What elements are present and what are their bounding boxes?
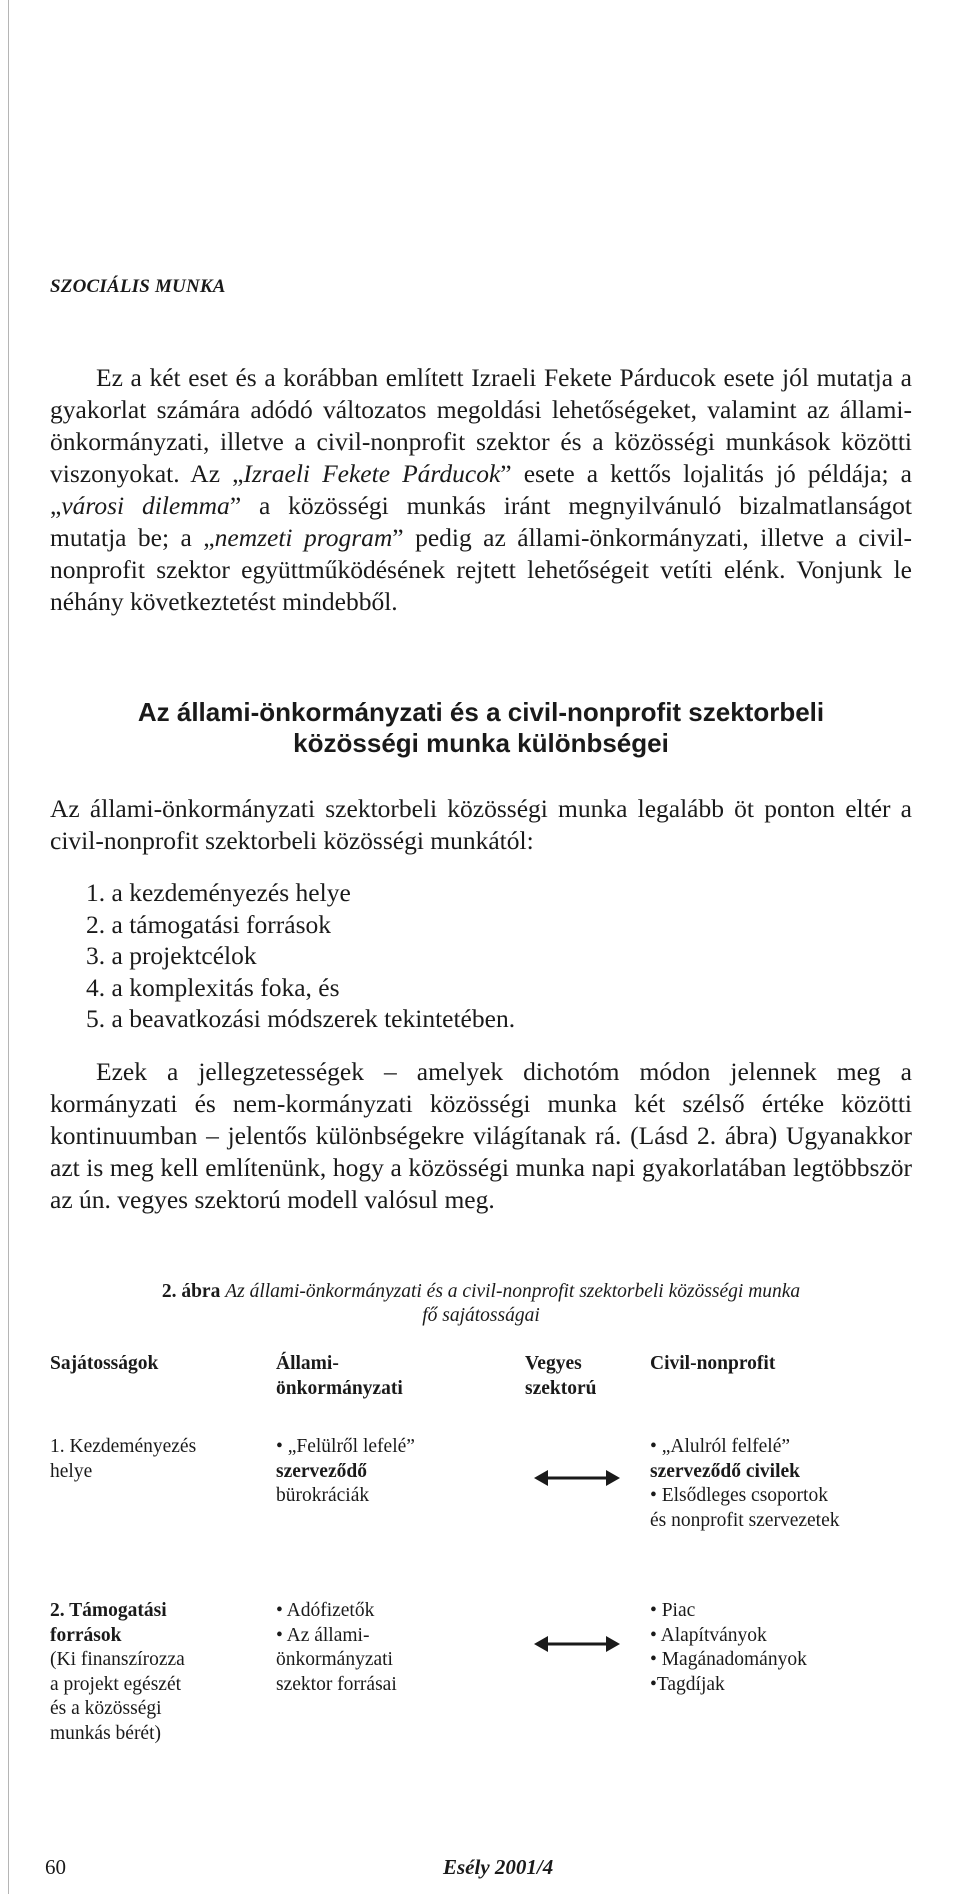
row2-label-line-3: (Ki finanszírozza xyxy=(50,1649,185,1670)
section-heading-line-1: Az állami-önkormányzati és a civil-nonprofit szektorbeli xyxy=(137,697,825,727)
double-arrow-icon xyxy=(534,1634,620,1654)
journal-name: Esély 2001/4 xyxy=(443,1855,554,1879)
paragraph-intro-text-4: ” pedig az állami-önkormányzati, illetve a civil-nonprofit szektor együttműködésének rejtett lehetőségeit vetíti elénk. Vonjunk le néhány következtetést mindebből. xyxy=(50,523,913,616)
list-item: 1. a kezdeményezés helye xyxy=(86,878,351,907)
row2-label-line-5: és a közösségi xyxy=(50,1698,162,1719)
row1-civil-line-3: • Elsődleges csoportok xyxy=(650,1485,828,1506)
row2-label-line-4: a projekt egészét xyxy=(50,1673,182,1695)
row1-state xyxy=(276,1435,456,1509)
header-features: Sajátosságok xyxy=(50,1353,159,1374)
header-civil: Civil-nonprofit xyxy=(650,1353,776,1374)
row1-civil-line-2: szerveződő civilek xyxy=(650,1460,800,1482)
paragraph-continuum-text: Ezek a jellegzetességek – amelyek dichotóm módon jelennek meg a kormányzati és nem-kormányzati közösségi munka két szélső értéke közötti kontinuumban – jelentős különbségekre világítanak rá. (Lásd 2. ábra) Ugyanakkor azt is meg kell említenünk, hogy a közösségi munka napi gyakorlatában legtöbbször az ún. vegyes szektorú modell valósul meg. xyxy=(50,1057,912,1214)
row1-label-line-1: 1. Kezdeményezés xyxy=(50,1436,197,1457)
list-item: 3. a projektcélok xyxy=(86,941,257,970)
row2-civil-line-3: • Magánadományok xyxy=(650,1649,807,1670)
running-head: SZOCIÁLIS MUNKA xyxy=(50,276,226,297)
row2-label-line-1: 2. Támogatási xyxy=(50,1600,167,1621)
figure-caption-line-2: fő sajátosságai xyxy=(422,1305,540,1326)
figure-caption-line-1: Az állami-önkormányzati és a civil-nonprofit szektorbeli közösségi munka xyxy=(225,1281,801,1302)
paragraph-differences xyxy=(50,793,912,857)
figure-caption xyxy=(50,1280,912,1328)
paragraph-intro-text-1: Ez a két eset és a korábban említett Izraeli Fekete Párducok esete jól mutatja a gyakorlat számára adódó változatos megoldási lehetőségeket, valamint az állami-önkormányzati, illetve a civil-nonprofit szektor és a közösségi munkások közötti viszonyokat. Az „ xyxy=(50,363,912,488)
row1-civil-line-1: • „Alulról felfelé” xyxy=(650,1436,791,1457)
italic-term-black-panthers: Izraeli Fekete Párducok xyxy=(243,459,501,488)
section-heading xyxy=(50,697,912,759)
row1-state-line-1: • „Felülről lefelé” xyxy=(276,1436,415,1457)
differences-list xyxy=(86,877,515,1035)
row2-civil-line-1: • Piac xyxy=(650,1600,696,1621)
paragraph-continuum xyxy=(50,1056,912,1216)
paragraph-intro-text-3: ” a közösségi munkás iránt megnyilvánuló bizalmatlanságot mutatja be; a „ xyxy=(50,491,912,552)
double-arrow-icon xyxy=(534,1468,620,1488)
row2-civil-line-4: •Tagdíjak xyxy=(650,1673,725,1695)
list-item: 5. a beavatkozási módszerek tekintetében. xyxy=(86,1004,516,1033)
row1-label-line-2: helye xyxy=(50,1460,93,1482)
row2-state-line-3: önkormányzati xyxy=(276,1649,393,1670)
row2-state xyxy=(276,1599,456,1697)
paragraph-intro xyxy=(50,362,912,618)
figure-number: 2. ábra xyxy=(161,1281,221,1302)
row2-state-line-2: • Az állami- xyxy=(276,1624,370,1646)
page-edge-rule xyxy=(8,0,9,1894)
row1-civil-line-4: és nonprofit szervezetek xyxy=(650,1509,840,1531)
row1-state-line-3: bürokráciák xyxy=(276,1485,370,1506)
row1-label xyxy=(50,1435,260,1484)
section-heading-line-2: közösségi munka különbségei xyxy=(293,728,669,758)
paragraph-intro-text-2: ” esete a kettős lojalitás jó példája; a „ xyxy=(50,459,912,520)
row1-civil xyxy=(650,1435,912,1533)
row2-label-line-2: források xyxy=(50,1624,122,1646)
list-item: 4. a komplexitás foka, és xyxy=(86,972,340,1002)
row1-state-line-2: szerveződő xyxy=(276,1460,367,1482)
row2-civil xyxy=(650,1599,912,1697)
italic-term-city-dilemma: városi dilemma xyxy=(61,491,230,520)
header-state xyxy=(276,1352,456,1401)
header-mixed-line-1: Vegyes xyxy=(525,1353,582,1374)
italic-term-national-program: nemzeti program xyxy=(214,523,393,552)
row2-state-line-4: szektor forrásai xyxy=(276,1673,397,1695)
row2-civil-line-2: • Alapítványok xyxy=(650,1624,767,1646)
page-number: 60 xyxy=(45,1855,66,1879)
header-mixed xyxy=(525,1352,645,1401)
header-state-line-2: önkormányzati xyxy=(276,1377,403,1399)
paragraph-differences-text: Az állami-önkormányzati szektorbeli közösségi munka legalább öt ponton eltér a civil-nonprofit szektorbeli közösségi munkától: xyxy=(50,794,912,855)
header-mixed-line-2: szektorú xyxy=(525,1377,597,1399)
list-item: 2. a támogatási források xyxy=(86,909,332,939)
row2-label-line-6: munkás bérét) xyxy=(50,1722,162,1744)
header-state-line-1: Állami- xyxy=(276,1353,339,1374)
row2-label xyxy=(50,1599,260,1746)
row2-state-line-1: • Adófizetők xyxy=(276,1600,375,1621)
